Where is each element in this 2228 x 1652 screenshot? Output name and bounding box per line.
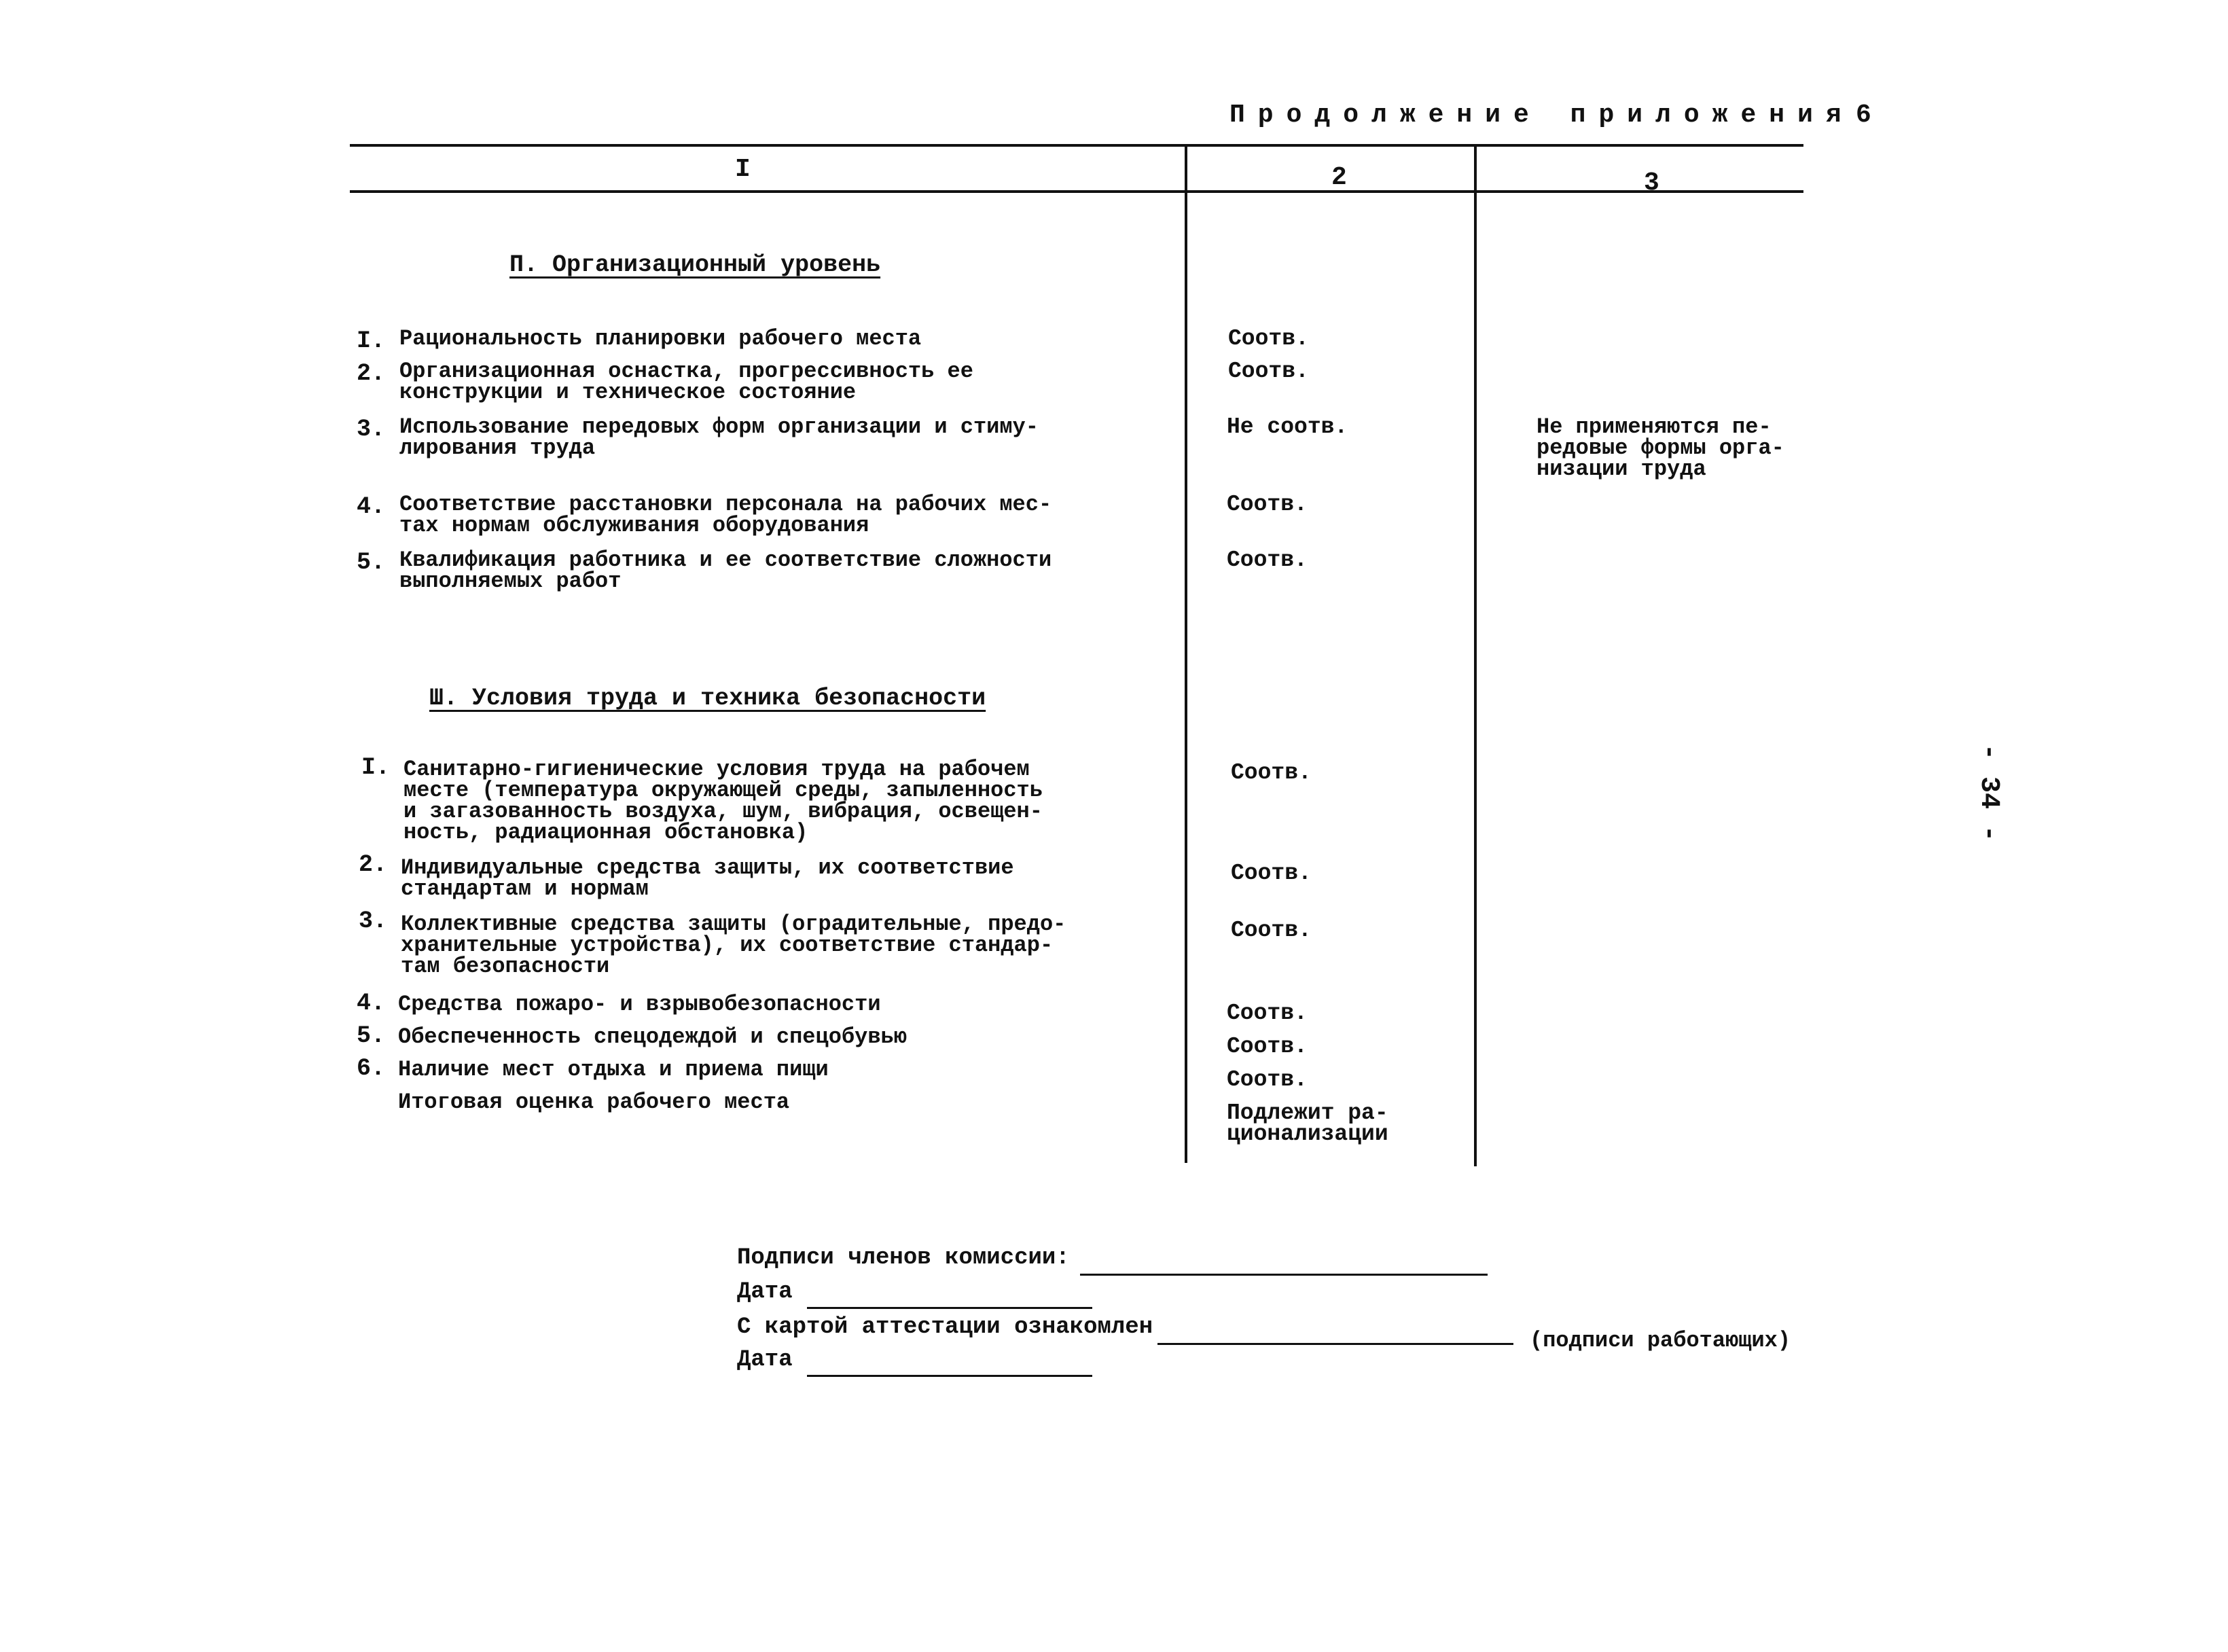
column-header-1: I <box>735 155 751 184</box>
row-assessment: Соотв. <box>1227 1034 1308 1059</box>
row-number: I. <box>357 327 386 355</box>
row-assessment: Соотв. <box>1231 918 1312 943</box>
row-number: 6. <box>357 1055 386 1082</box>
date-label-2: Дата <box>737 1347 793 1373</box>
row-number: 2. <box>357 360 386 387</box>
acquainted-label: С картой аттестации ознакомлен <box>737 1314 1153 1340</box>
worker-signature-line <box>1157 1343 1513 1345</box>
row-criterion: Индивидуальные средства защиты, их соответствие стандартам и нормам <box>401 855 1014 901</box>
section-title-labor-safety: Ш. Условия труда и техника безопасности <box>429 685 986 712</box>
row-assessment: Соотв. <box>1228 359 1309 384</box>
workers-signature-note: (подписи работающих) <box>1530 1328 1791 1353</box>
row-criterion: Соответствие расстановки персонала на рабочих мес- тах нормам обслуживания оборудования <box>399 492 1052 538</box>
page-number: - 34 - <box>1973 744 2004 842</box>
row-criterion: Наличие мест отдыха и приема пищи <box>398 1057 829 1082</box>
row-assessment: Соотв. <box>1227 1067 1308 1092</box>
column-divider-1 <box>1185 144 1187 1163</box>
row-number: 3. <box>357 416 386 443</box>
row-criterion: Рациональность планировки рабочего места <box>399 326 922 351</box>
row-criterion: Санитарно-гигиенические условия труда на рабочем месте (температура окружающей среды, запыленность и загазованность воздуха, шум, вибрация, освещен- ность, радиационная обстановка) <box>403 757 1043 845</box>
row-criterion: Коллективные средства защиты (оградительные, предо- хранительные устройства), их соответствие стандар- там безопасности <box>401 912 1066 979</box>
commission-signatures-label: Подписи членов комиссии: <box>737 1245 1070 1271</box>
row-criterion: Использование передовых форм организации и стиму- лирования труда <box>399 414 1039 461</box>
row-criterion: Квалификация работника и ее соответствие сложности выполняемых работ <box>399 547 1052 594</box>
row-assessment: Соотв. <box>1227 1001 1308 1026</box>
row-number: I. <box>361 754 391 781</box>
row-number: 5. <box>357 1022 386 1049</box>
row-assessment: Не соотв. <box>1227 414 1348 439</box>
date-label-1: Дата <box>737 1279 793 1305</box>
table-top-rule <box>350 144 1803 147</box>
row-assessment: Соотв. <box>1227 547 1308 573</box>
row-number: 2. <box>359 851 388 878</box>
row-criterion: Организационная оснастка, прогрессивность ее конструкции и техническое состояние <box>399 359 973 405</box>
table-header-rule <box>350 190 1803 193</box>
row-assessment: Соотв. <box>1227 492 1308 517</box>
row-number: 5. <box>357 549 386 576</box>
date-line-1 <box>807 1307 1092 1309</box>
section-title-organizational: П. Организационный уровень <box>509 251 881 279</box>
row-assessment: Соотв. <box>1231 861 1312 886</box>
column-header-3: 3 <box>1644 168 1659 198</box>
row-criterion: Обеспеченность спецодеждой и спецобувью <box>398 1024 907 1049</box>
column-header-2: 2 <box>1331 163 1347 192</box>
appendix-number: 6 <box>1856 101 1871 130</box>
row-note: Не применяются пе- редовые формы орга- низации труда <box>1537 414 1784 482</box>
row-number: 4. <box>357 990 386 1017</box>
date-line-2 <box>807 1375 1092 1377</box>
row-criterion: Средства пожаро- и взрывобезопасности <box>398 992 881 1017</box>
final-assessment-label: Итоговая оценка рабочего места <box>398 1090 790 1115</box>
row-number: 4. <box>357 493 386 520</box>
row-assessment: Соотв. <box>1228 326 1309 351</box>
final-assessment-value: Подлежит ра- ционализации <box>1227 1100 1388 1147</box>
column-divider-2 <box>1474 144 1477 1166</box>
row-number: 3. <box>359 908 388 935</box>
appendix-continuation-title: Продолжение приложения <box>1229 101 1854 130</box>
row-assessment: Соотв. <box>1231 760 1312 785</box>
commission-signature-line <box>1080 1274 1488 1276</box>
